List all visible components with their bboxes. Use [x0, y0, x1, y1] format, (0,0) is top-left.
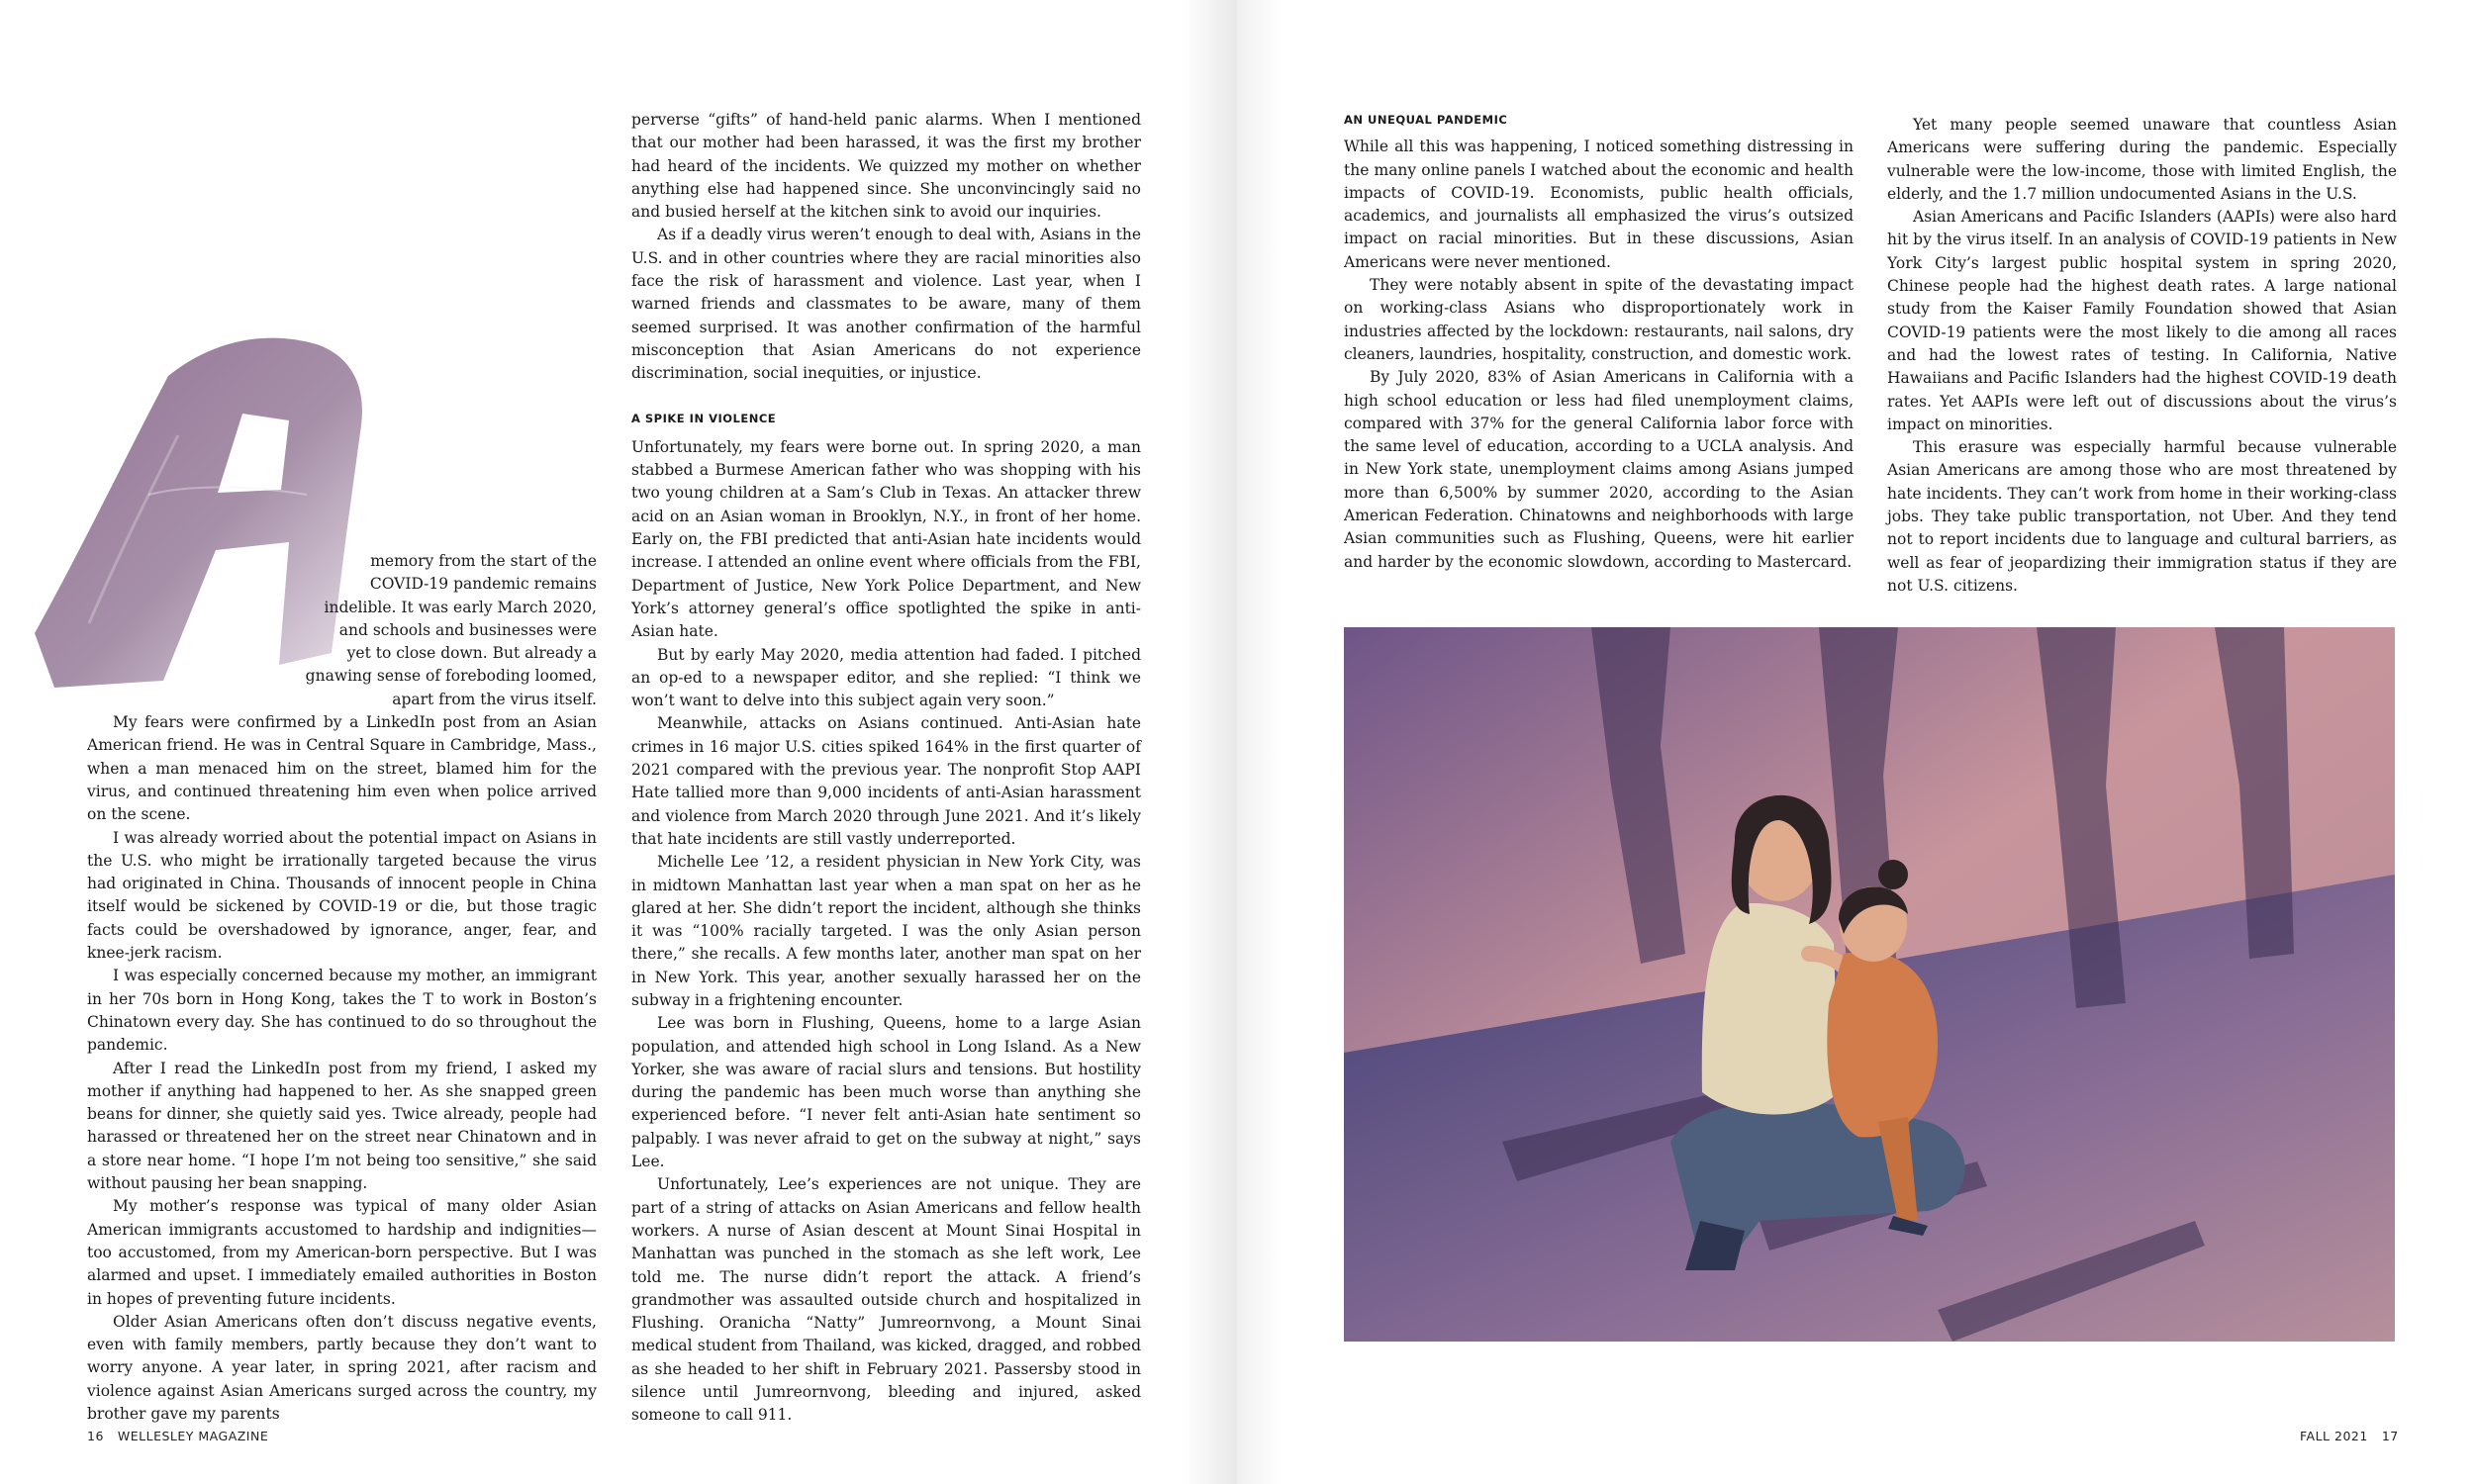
paragraph: perverse “gifts” of hand-held panic alarms. When I mentioned that our mother had been harassed, it was the first my brother had heard of the incidents. We quizzed my mother on whether anything else had happened since. She unconvincingly said no and busied herself at the kitchen sink to avoid our inquiries. — [631, 111, 1141, 222]
right-folio — [2300, 1429, 2399, 1443]
lead-line: yet to close down. But already a — [346, 644, 597, 663]
paragraph: Meanwhile, attacks on Asians continued. Anti-Asian hate crimes in 16 major U.S. cities spiked 164% in the first quarter of 2021 compared with the previous year. The nonprofit Stop AAPI Hate tallied more than 9,000 incidents of anti-Asian harassment and violence from March 2020 through June 2021. And it’s likely that hate incidents are still vastly underreported. — [631, 714, 1141, 848]
paragraph: Asian Americans and Pacific Islanders (AAPIs) were also hard hit by the virus itself. In an analysis of COVID-19 patients in New York City’s largest public hospital system in spring 2020, Chinese people had the highest death rates. A large national study from the Kaiser Family Foundation showed that Asian COVID-19 patients were the most likely to die among all races and had the lowest rates of testing. In California, Native Hawaiians and Pacific Islanders had the highest COVID-19 death rates. Yet AAPIs were left out of discussions about the virus’s impact on minorities. — [1887, 208, 2397, 433]
lead-paragraph — [87, 550, 597, 711]
illustration-svg — [1344, 627, 2395, 1342]
paragraph: But by early May 2020, media attention had faded. I pitched an op-ed to a newspaper editor, and she replied: “I think we won’t want to delve into this subject again very soon.” — [631, 645, 1141, 710]
article-column-2 — [631, 109, 1141, 1428]
paragraph: Michelle Lee ’12, a resident physician in New York City, was in midtown Manhattan last year when a man spat on her as he glared at her. She didn’t report the incident, although she thinks it was “100% racially targeted. I was the only Asian person there,” she recalls. A few months later, another man spat on her in New York. This year, another sexually harassed her on the subway in a frightening encounter. — [631, 853, 1141, 1009]
paragraph: Unfortunately, my fears were borne out. In spring 2020, a man stabbed a Burmese American father who was shopping with his two young children at a Sam’s Club in Texas. An attacker threw acid on an Asian woman in Brooklyn, N.Y., in front of her home. Early on, the FBI predicted that anti-Asian hate incidents would increase. I attended an online event where officials from the FBI, Department of Justice, New York Police Department, and New York’s attorney general’s office spotlighted the spike in anti-Asian hate. — [631, 437, 1141, 641]
article-column-4 — [1887, 114, 2397, 598]
paragraph: Yet many people seemed unaware that countless Asian Americans were suffering during the pandemic. Especially vulnerable were the low-income, those with limited English, the elderly, and the 1.7 million undocumented Asians in the U.S. — [1887, 116, 2397, 203]
gutter-shadow — [1183, 0, 1237, 1484]
paragraph: Older Asian Americans often don’t discuss negative events, even with family members, partly because they don’t want to worry anyone. A year later, in spring 2021, after racism and violence against Asian Americans surged across the country, my brother gave my parents — [87, 1312, 597, 1423]
lead-line: gnawing sense of foreboding loomed, — [305, 667, 597, 686]
section-heading: A SPIKE IN VIOLENCE — [631, 411, 777, 425]
paragraph: I was especially concerned because my mother, an immigrant in her 70s born in Hong Kong, takes the T to work in Boston’s Chinatown every day. She has continued to do so throughout the pandemic. — [87, 967, 597, 1055]
article-column-1 — [87, 550, 597, 1426]
page-number: 17 — [2381, 1429, 2399, 1443]
magazine-name: WELLESLEY MAGAZINE — [117, 1429, 269, 1443]
paragraph: After I read the LinkedIn post from my friend, I asked my mother if anything had happened to her. As she snapped green beans for dinner, she quietly said yes. Twice already, people had harassed or threatened her on the street near Chinatown and in a store near home. “I hope I’m not being too sensitive,” she said without pausing her bean snapping. — [87, 1059, 597, 1193]
lead-line: apart from the virus itself. — [392, 690, 597, 708]
lead-line: COVID-19 pandemic remains — [369, 575, 597, 594]
paragraph: As if a deadly virus weren’t enough to deal with, Asians in the U.S. and in other countries where they are racial minorities also face the risk of harassment and violence. Last year, when I warned friends and classmates to be aware, many of them seemed surprised. It was another confirmation of the harmful misconception that Asian Americans do not experience discrimination, social inequities, or injustice. — [631, 226, 1141, 383]
paragraph: Unfortunately, Lee’s experiences are not unique. They are part of a string of attacks on Asian Americans and fellow health workers. A nurse of Asian descent at Mount Sinai Hospital in Manhattan was punched in the stomach as she left work, Lee told me. The nurse didn’t report the attack. A friend’s grandmother was assaulted outside church and hospitalized in Flushing. Oranicha “Natty” Jumreornvong, a Mount Sinai medical student from Thailand, was kicked, dragged, and robbed as she headed to her shift in February 2021. Passersby stood in silence until Jumreornvong, bleeding and injured, asked someone to call 911. — [631, 1175, 1141, 1425]
paragraph: This erasure was especially harmful because vulnerable Asian Americans are among those who are most threatened by hate incidents. They can’t work from home in their working-class jobs. They take public transportation, not Uber. And they tend not to report incidents due to language and cultural barriers, as well as fear of jeopardizing their immigration status if they are not U.S. citizens. — [1887, 438, 2397, 595]
gutter-shadow — [1237, 0, 1282, 1484]
lead-line: indelible. It was early March 2020, — [324, 598, 597, 616]
paragraph: Lee was born in Flushing, Queens, home to a large Asian population, and attended high school in Long Island. As a New Yorker, she was aware of racial slurs and tensions. But hostility during the pandemic has been much worse than anything she experienced before. “I never felt anti-Asian hate sentiment so palpably. I was never afraid to get on the subway at night,” says Lee. — [631, 1014, 1141, 1171]
paragraph: While all this was happening, I noticed something distressing in the many online panels I watched about the economic and health impacts of COVID-19. Economists, public health officials, academics, and journalists all emphasized the virus’s outsized impact on racial minorities. But in these discussions, Asian Americans were never mentioned. — [1344, 138, 1854, 271]
paragraph: My mother’s response was typical of many older Asian American immigrants accustomed to hardship and indignities—too accustomed, from my American-born perspective. But I was alarmed and upset. I immediately emailed authorities in Boston in hopes of preventing future incidents. — [87, 1197, 597, 1308]
paragraph: My fears were confirmed by a LinkedIn post from an Asian American friend. He was in Central Square in Cambridge, Mass., when a man menaced him on the street, blamed him for the virus, and continued threatening him even when police arrived on the scene. — [87, 713, 597, 824]
paragraph: They were notably absent in spite of the devastating impact on working-class Asians who disproportionately work in industries affected by the lockdown: restaurants, nail salons, dry cleaners, laundries, hospitality, construction, and domestic work. — [1344, 276, 1854, 363]
paragraph: By July 2020, 83% of Asian Americans in California with a high school education or less had filed unemployment claims, compared with 37% for the general California labor force with the same level of education, according to a UCLA analysis. And in New York state, unemployment claims among Asians jumped more than 6,500% by summer 2020, according to the Asian American Federation. Chinatowns and neighborhoods with large Asian communities such as Flushing, Queens, were hit earlier and harder by the economic slowdown, according to Mastercard. — [1344, 368, 1854, 571]
paragraph: I was already worried about the potential impact on Asians in the U.S. who might be irrationally targeted because the virus had originated in China. Thousands of innocent people in China itself would be sickened by COVID-19 or die, but those tragic facts could be overshadowed by ignorance, anger, fear, and knee-jerk racism. — [87, 828, 597, 963]
lead-line: and schools and businesses were — [338, 620, 597, 639]
lead-line: memory from the start of the — [370, 552, 597, 570]
left-folio — [87, 1429, 268, 1443]
section-heading: AN UNEQUAL PANDEMIC — [1344, 113, 1508, 127]
mother-and-child-illustration — [1344, 627, 2395, 1342]
page-number: 16 — [87, 1429, 104, 1443]
issue-label: FALL 2021 — [2300, 1429, 2368, 1443]
article-column-3 — [1344, 109, 1854, 574]
